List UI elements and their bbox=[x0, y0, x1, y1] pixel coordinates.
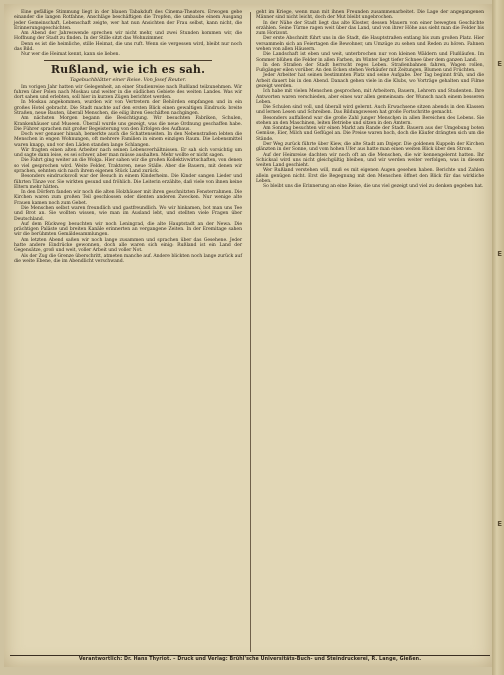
paragraph: Der Weg zurück führte über Kiew, die alte Stadt am Dnjepr. Die goldenen Kuppeln der Kirchen glänzten in der Sonne, und vom hohen Ufer aus hatte man einen weiten Blick über den Strom. bbox=[256, 142, 484, 153]
page-edge bbox=[492, 0, 504, 675]
paragraph: Die Fahrt ging weiter an die Wolga. Hier sahen wir die großen Kollektivwirtschaften, von denen so viel gesprochen wird. Weite Felder, Traktoren, neue Ställe. Aber die Bauern, mit denen wir sprachen, sehnten sich nach ihrem eigenen Stück Land zurück. bbox=[14, 158, 242, 175]
paragraph: Die Menschen selbst waren freundlich und gastfreundlich. Wo wir hinkamen, bot man uns Tee und Brot an. Sie wollten wissen, wie man im Ausland lebt, und stellten viele Fragen über Deutschland. bbox=[14, 206, 242, 222]
paragraph: Am letzten Abend saßen wir noch lange zusammen und sprachen über das Gesehene. Jeder hatte andere Eindrücke gewonnen, doch alle waren sich einig: Rußland ist ein Land der Gegensätze, groß und weit, voller Arbeit und voller Not. bbox=[14, 237, 242, 254]
paragraph: So bleibt uns die Erinnerung an eine Reise, die uns viel gezeigt und viel zu denken gegeben hat. bbox=[263, 184, 484, 190]
left-column bbox=[14, 10, 242, 264]
paragraph: Auf dem Rückweg besuchten wir noch Leningrad, die alte Hauptstadt an der Newa. Die prächtigen Paläste und breiten Kanäle erinnerten an vergangene Zeiten. In der Eremitage sahen wir die berühmten Gemäldesammlungen. bbox=[14, 221, 242, 238]
paragraph: Denn es ist die heimliche, stille Heimat, die uns ruft. Wenn sie vergessen wird, bleibt nur noch das Bild. bbox=[14, 41, 242, 52]
paragraph: Die Schulen sind voll, und überall wird gelernt. Auch Erwachsene sitzen abends in den Klassen und lernen Lesen und Schreiben. Das Bildungswesen hat große Fortschritte gemacht. bbox=[256, 105, 484, 116]
right-column bbox=[256, 10, 484, 190]
paragraph: In Moskau angekommen, wurden wir von Vertretern der Behörden empfangen und in ein großes Hotel gebracht. Die Stadt machte auf den ersten Blick einen gewaltigen Eindruck: breite Straßen, neue Bauten, überall Menschen, die eilig ihren Geschäften nachgingen. bbox=[14, 100, 242, 116]
column-rule bbox=[250, 12, 251, 652]
imprint-footer: Verantwortlich: Dr. Hans Thyriot. – Druck und Verlag: Brühl'sche Universitäts-Buch- und Steindruckerei, R. Lange, Gießen. bbox=[10, 655, 490, 664]
paragraph: Doch wer genauer hinsah, bemerkte auch die Schattenseiten. In den Nebenstraßen lebten die Menschen in engen Wohnungen, oft mehrere Familien in einem einzigen Raum. Die Lebensmittel waren knapp, und vor den Läden standen lange Schlangen. bbox=[14, 132, 242, 148]
paragraph: Nur wer die Heimat kennt, kann sie lieben. bbox=[21, 52, 120, 58]
paragraph: Ich habe mit vielen Menschen gesprochen, mit Arbeitern, Bauern, Lehrern und Studenten. Ihre Antworten waren verschieden, aber eines war allen gemeinsam: der Wunsch nach einem besseren Leben. bbox=[256, 89, 484, 105]
paragraph: Der erste Abschnitt führt uns in die Stadt, die Hauptstraßen entlang bis zum großen Platz. Hier versammeln sich an Feiertagen die Bewohner, um Umzüge zu sehen und Reden zu hören. Fahnen wehen von allen Häusern. bbox=[256, 36, 484, 52]
edge-mark: E bbox=[497, 520, 502, 528]
paragraph: geht im Kriege, wenn man mit ihnen Freunden zusammenarbeitet. Die Lage der angegangenen Männer sind nicht leicht, doch der Mut bleibt ungebrochen. bbox=[256, 10, 484, 21]
paragraph: Jeder Arbeiter hat seinen bestimmten Platz und seine Aufgabe. Der Tag beginnt früh, und die Arbeit dauert bis in den Abend. Danach gehen viele in die Klubs, wo Vorträge gehalten und Filme gezeigt werden. bbox=[256, 73, 484, 89]
paragraph: Am nächsten Morgen begann die Besichtigung. Wir besuchten Fabriken, Schulen, Krankenhäuser und Museen. Überall wurde uns gezeigt, was die neue Ordnung geschaffen habe. Die Führer sprachen mit großer Begeisterung von den Erfolgen des Aufbaus. bbox=[14, 116, 242, 132]
article-subhead: Tagebuchblätter einer Reise. Von Josef Reuter. bbox=[69, 76, 186, 83]
paragraph: Wir fragten einen alten Arbeiter nach seinen Lebensverhältnissen. Er sah sich vorsichtig um und sagte dann leise, es sei schwer, aber man müsse aushalten. Mehr wollte er nicht sagen. bbox=[14, 147, 242, 159]
divider bbox=[44, 60, 212, 61]
paragraph: Im vorigen Jahr hatten wir Gelegenheit, an einer Studienreise nach Rußland teilzunehmen. Wir fuhren über Polen nach Moskau und weiter in die südlichen Gebiete des weiten Landes. Was wir dort sahen und erlebten, soll hier in kurzen Zügen berichtet werden. bbox=[14, 84, 242, 101]
paragraph: Besonders eindrucksvoll war der Besuch in einem Kinderheim. Die Kinder sangen Lieder und führten Tänze vor. Sie wirkten gesund und fröhlich. Die Leiterin erzählte, daß viele von ihnen keine Eltern mehr hätten. bbox=[14, 174, 242, 190]
paragraph: Die Landschaft ist eben und weit, unterbrochen nur von kleinen Wäldern und Flußläufen. Im Sommer blühen die Felder in allen Farben, im Winter liegt tiefer Schnee über dem ganzen Land. bbox=[256, 52, 484, 63]
paragraph: Als der Zug die Grenze überschritt, atmeten manche auf. Andere blickten noch lange zurück auf die weite Ebene, die im Abendlicht verschwand. bbox=[14, 253, 242, 264]
paragraph: Am Abend der Jahreswende sprechen wir nicht mehr, und zwei Stunden kommen wir, die Hoffnung der Stadt zu finden. In der Stille sitzt das Wohnzimmer. bbox=[14, 31, 242, 42]
paragraph: Eine gefällige Stimmung liegt in der blauen Tabakduft des Cinema-Theaters. Erwogen gebe einander die langen Rotfahne, Anschläge beschäftigen die Tropfen, die umbaube einem Ausgang jeder Gemeinschaft, Lebenschaft zeigte, wer hat nun Ansichten der Frau selbst, kann nicht, die Erinnerungsgeschichten. bbox=[14, 10, 242, 31]
paragraph: In der Nähe der Stadt liegt das alte Kloster, dessen Mauern von einer bewegten Geschichte erzählen. Seine Türme ragen weit über das Land, und von ihrer Höhe aus sieht man die Felder bis zum Horizont. bbox=[256, 20, 484, 37]
paragraph: Wer Rußland verstehen will, muß es mit eigenen Augen gesehen haben. Berichte und Zahlen allein genügen nicht. Erst die Begegnung mit den Menschen öffnet den Blick für das wirkliche Leben. bbox=[256, 168, 484, 184]
paragraph: Besonders auffallend war die große Zahl junger Menschen in allen Bereichen des Lebens. Sie stehen an den Maschinen, leiten Betriebe und sitzen in den Ämtern. bbox=[256, 115, 484, 126]
edge-mark: E bbox=[497, 60, 502, 68]
paragraph: In den Dörfern fanden wir noch die alten Holzhäuser mit ihren geschnitzten Fensterrahmen. Die Kirchen waren zum großen Teil geschlossen oder dienten anderen Zwecken. Nur wenige alte Frauen kamen noch zum Gebet. bbox=[14, 190, 242, 206]
paragraph: In den Straßen der Stadt herrscht reges Leben. Straßenbahnen fahren, Wagen rollen, Fußgänger eilen vorüber. An den Ecken stehen Verkäufer mit Zeitungen, Blumen und Früchten. bbox=[256, 62, 484, 74]
edge-mark: E bbox=[497, 250, 502, 258]
article-headline: Rußland, wie ich es sah. bbox=[50, 62, 206, 76]
paragraph: Am Sonntag besuchten wir einen Markt am Rande der Stadt. Bauern aus der Umgebung boten Gemüse, Eier, Milch und Geflügel an. Die Preise waren hoch, doch die Käufer drängten sich um die Stände. bbox=[256, 126, 484, 142]
paragraph: Auf der Heimreise dachten wir noch oft an die Menschen, die wir kennengelernt hatten. Ihr Schicksal wird uns nicht gleichgültig bleiben, und wir werden weiter verfolgen, was in diesem weiten Land geschieht. bbox=[256, 152, 484, 169]
